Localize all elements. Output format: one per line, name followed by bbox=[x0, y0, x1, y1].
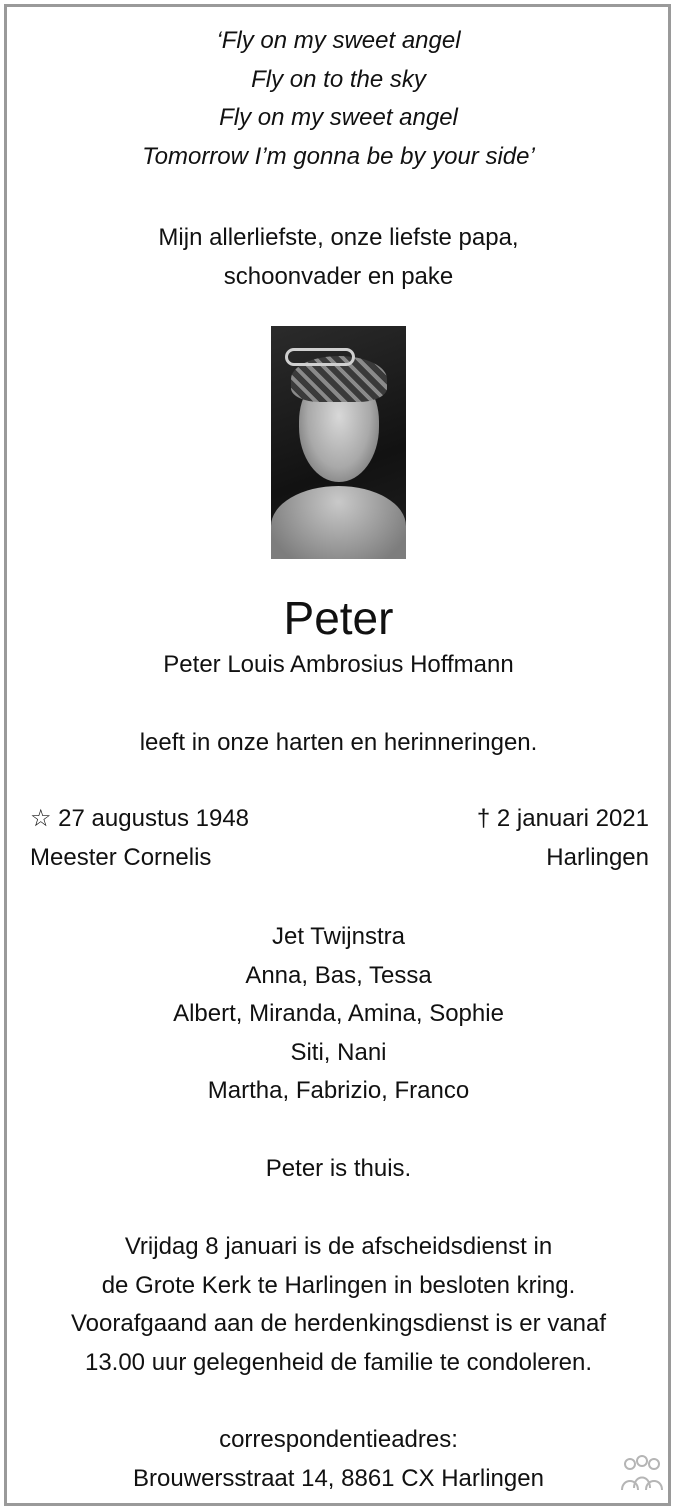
death-info bbox=[477, 800, 649, 877]
deceased-full-name: Peter Louis Ambrosius Hoffmann bbox=[163, 651, 514, 678]
portrait-glasses bbox=[285, 348, 355, 366]
birth-info bbox=[30, 800, 249, 877]
death-date: † 2 januari 2021 bbox=[476, 805, 649, 832]
poem-line: Tomorrow I’m gonna be by your side’ bbox=[142, 142, 535, 170]
family-list bbox=[0, 918, 677, 1111]
intro-line: Mijn allerliefste, onze liefste papa, bbox=[158, 224, 519, 251]
family-line: Anna, Bas, Tessa bbox=[245, 961, 432, 989]
portrait-photo bbox=[271, 326, 406, 559]
service-line: Vrijdag 8 januari is de afscheidsdienst in bbox=[124, 1233, 553, 1260]
address-label: correspondentieadres: bbox=[219, 1426, 458, 1453]
family-line: Jet Twijnstra bbox=[272, 923, 405, 950]
family-line: Martha, Fabrizio, Franco bbox=[207, 1077, 470, 1104]
intro-line: schoonvader en pake bbox=[223, 262, 454, 290]
portrait-shoulders bbox=[271, 486, 406, 559]
poem bbox=[0, 22, 677, 176]
birth-date: ☆ 27 augustus 1948 bbox=[30, 805, 250, 832]
family-line: Albert, Miranda, Amina, Sophie bbox=[173, 1000, 504, 1027]
service-line: Voorafgaand aan de herdenkingsdienst is er vanaf bbox=[70, 1310, 607, 1337]
poem-line: ‘Fly on my sweet angel bbox=[216, 27, 461, 54]
home-note: Peter is thuis. bbox=[265, 1155, 412, 1182]
death-place: Harlingen bbox=[546, 843, 649, 871]
remembrance-line: leeft in onze harten en herinneringen. bbox=[139, 729, 538, 756]
service-info bbox=[0, 1228, 677, 1382]
birth-place: Meester Cornelis bbox=[30, 843, 212, 871]
deceased-name: Peter bbox=[283, 592, 394, 644]
correspondence-address bbox=[0, 1421, 677, 1498]
poem-line: Fly on my sweet angel bbox=[219, 104, 458, 131]
service-line: 13.00 uur gelegenheid de familie te condoleren. bbox=[84, 1348, 593, 1376]
family-line: Siti, Nani bbox=[290, 1038, 387, 1066]
service-line: de Grote Kerk te Harlingen in besloten kring. bbox=[101, 1271, 576, 1299]
people-group-icon bbox=[618, 1454, 666, 1494]
poem-line: Fly on to the sky bbox=[251, 65, 426, 93]
address-line: Brouwersstraat 14, 8861 CX Harlingen bbox=[133, 1464, 544, 1492]
intro-text bbox=[0, 219, 677, 296]
